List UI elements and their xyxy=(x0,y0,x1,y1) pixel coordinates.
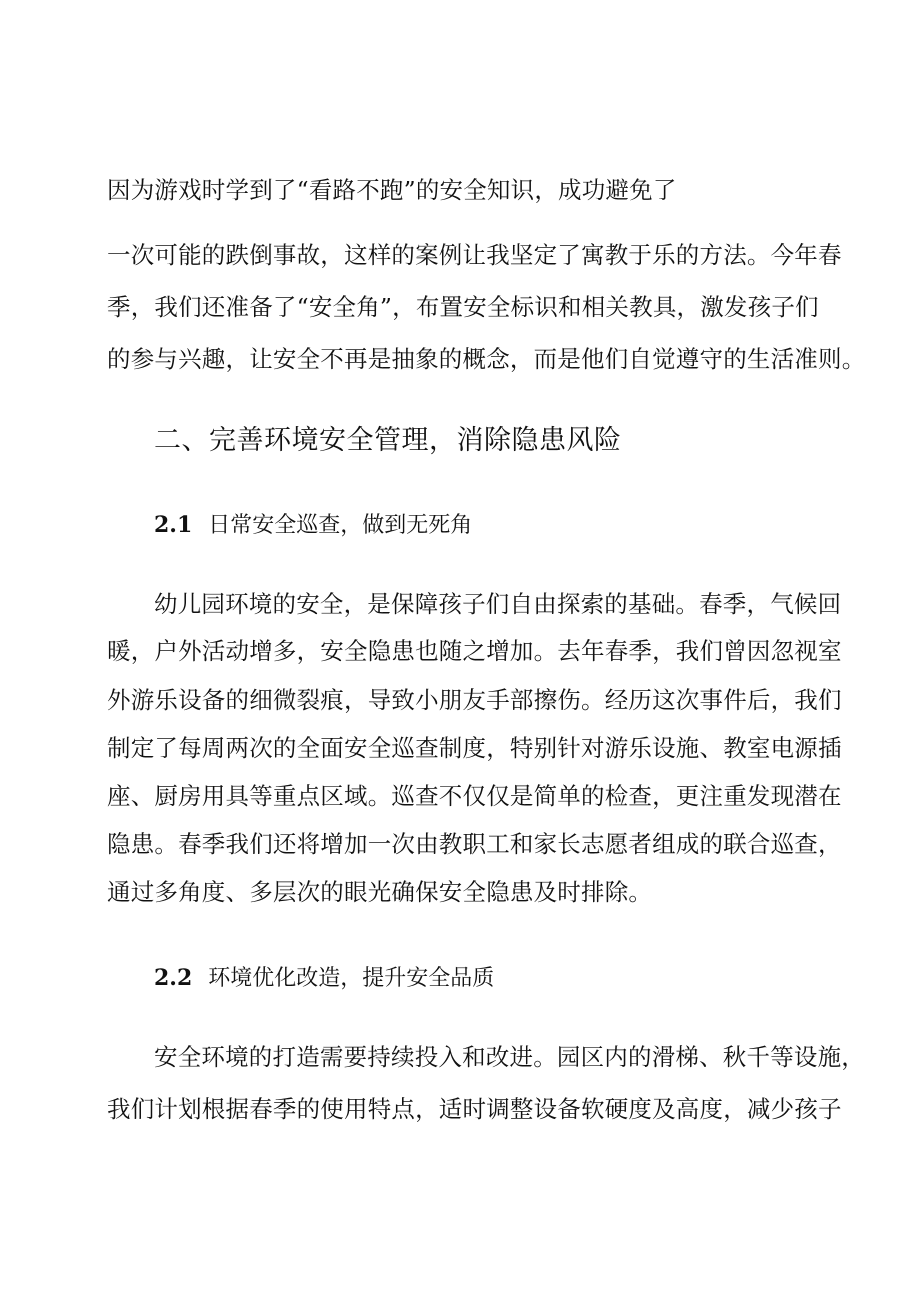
subsection-number: 2.1 xyxy=(154,512,193,538)
paragraph-line: 一次可能的跌倒事故，这样的案例让我坚定了寓教于乐的方法。今年春 xyxy=(107,241,842,269)
section-heading: 二、完善环境安全管理，消除隐患风险 xyxy=(154,425,622,456)
paragraph-line: 季，我们还准备了“安全角”，布置安全标识和相关教具，激发孩子们 xyxy=(107,293,819,321)
subsection-number: 2.2 xyxy=(154,965,193,991)
paragraph-line: 制定了每周两次的全面安全巡查制度，特别针对游乐设施、教室电源插 xyxy=(107,734,842,762)
paragraph-line: 我们计划根据春季的使用特点，适时调整设备软硬度及高度，减少孩子 xyxy=(107,1095,842,1123)
paragraph-line: 通过多角度、多层次的眼光确保安全隐患及时排除。 xyxy=(107,878,653,906)
subsection-title: 日常安全巡查，做到无死角 xyxy=(208,513,473,538)
paragraph-line: 座、厨房用具等重点区域。巡查不仅仅是简单的检查，更注重发现潜在 xyxy=(107,782,842,810)
paragraph-line: 安全环境的打造需要持续投入和改进。园区内的滑梯、秋千等设施， xyxy=(154,1043,865,1071)
paragraph-line: 暖，户外活动增多，安全隐患也随之增加。去年春季，我们曾因忽视室 xyxy=(107,637,842,665)
paragraph-line: 因为游戏时学到了“看路不跑”的安全知识，成功避免了 xyxy=(107,176,677,204)
subsection-title: 环境优化改造，提升安全品质 xyxy=(208,966,495,991)
paragraph-line: 外游乐设备的细微裂痕，导致小朋友手部擦伤。经历这次事件后，我们 xyxy=(107,686,842,714)
paragraph-line: 幼儿园环境的安全，是保障孩子们自由探索的基础。春季，气候回 xyxy=(154,590,842,618)
paragraph-line: 隐患。春季我们还将增加一次由教职工和家长志愿者组成的联合巡查， xyxy=(107,830,842,858)
subsection-heading xyxy=(154,964,494,993)
subsection-heading xyxy=(154,511,472,540)
paragraph-line: 的参与兴趣，让安全不再是抽象的概念，而是他们自觉遵守的生活准则。 xyxy=(107,345,866,373)
